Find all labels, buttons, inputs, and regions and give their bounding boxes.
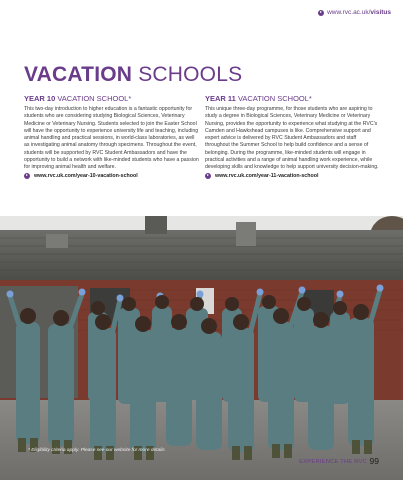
footer-label: EXPERIENCE THE RVC: [299, 459, 367, 465]
year10-section: [24, 94, 200, 179]
website-link[interactable]: [318, 9, 391, 16]
group-photo-illustration: [0, 216, 403, 480]
year10-link[interactable]: [24, 173, 200, 179]
page-number: 99: [369, 456, 379, 466]
page-title: [24, 63, 242, 87]
year10-heading: [24, 94, 200, 104]
year11-heading: [205, 94, 381, 104]
roof-window: [46, 234, 68, 248]
year11-link-text: www.rvc.uk.com/year-11-vacation-school: [215, 172, 319, 179]
year11-section: [205, 94, 381, 179]
vent: [236, 222, 256, 246]
year10-link-text: www.rvc.uk.com/year-10-vacation-school: [34, 172, 138, 179]
year11-heading-light: VACATION SCHOOL*: [235, 94, 312, 103]
title-light: SCHOOLS: [132, 63, 243, 86]
year11-link[interactable]: [205, 173, 381, 179]
year11-body: This unique three-day programme, for those students who are aspiring to study a degree in Biological Sciences, Veterinary Medicine or Veterinary Nursing, provides the opportunity to experience what studying at the RVC’s Camden and Hawkshead campuses is like. Comprehensive support and expert advice is delivered by RVC Student Ambassadors and staff throughout the Summer School to help build confidence and a sense of belonging. During the programme, like-minded students will engage in practical activities and a range of animal handling work experience, while developing skills and knowledge to help support university decision-making.: [205, 106, 379, 171]
title-strong: VACATION: [24, 63, 133, 86]
arrow-circle-icon: [205, 173, 211, 179]
eligibility-footnote: * Eligibility criteria apply. Please see our website for more details: [28, 448, 165, 453]
website-link-prefix: www.rvc.ac.uk/: [327, 9, 371, 16]
year10-heading-strong: YEAR 10: [24, 94, 56, 103]
year11-heading-strong: YEAR 11: [205, 94, 236, 103]
website-link-bold: visitus: [370, 9, 391, 16]
group-photo: [0, 216, 403, 480]
chimney: [145, 216, 167, 234]
arrow-circle-icon: [24, 173, 30, 179]
year10-heading-light: VACATION SCHOOL*: [55, 94, 132, 103]
arrow-circle-icon: [318, 10, 324, 16]
year10-body: This two-day introduction to higher education is a fantastic opportunity for students who are considering studying Biological Sciences, Veterinary Medicine or Veterinary Nursing. Students selected to join the Easter School will have the opportunity to experience university life and teaching, including animal handling and practical sessions, in world-class laboratories, as well as investigating animal anatomy through specimens. Throughout the event, students will be supported by RVC Student Ambassadors and have the opportunity to build a network with like-minded students who have a passion for improving animal health and welfare.: [24, 106, 199, 171]
